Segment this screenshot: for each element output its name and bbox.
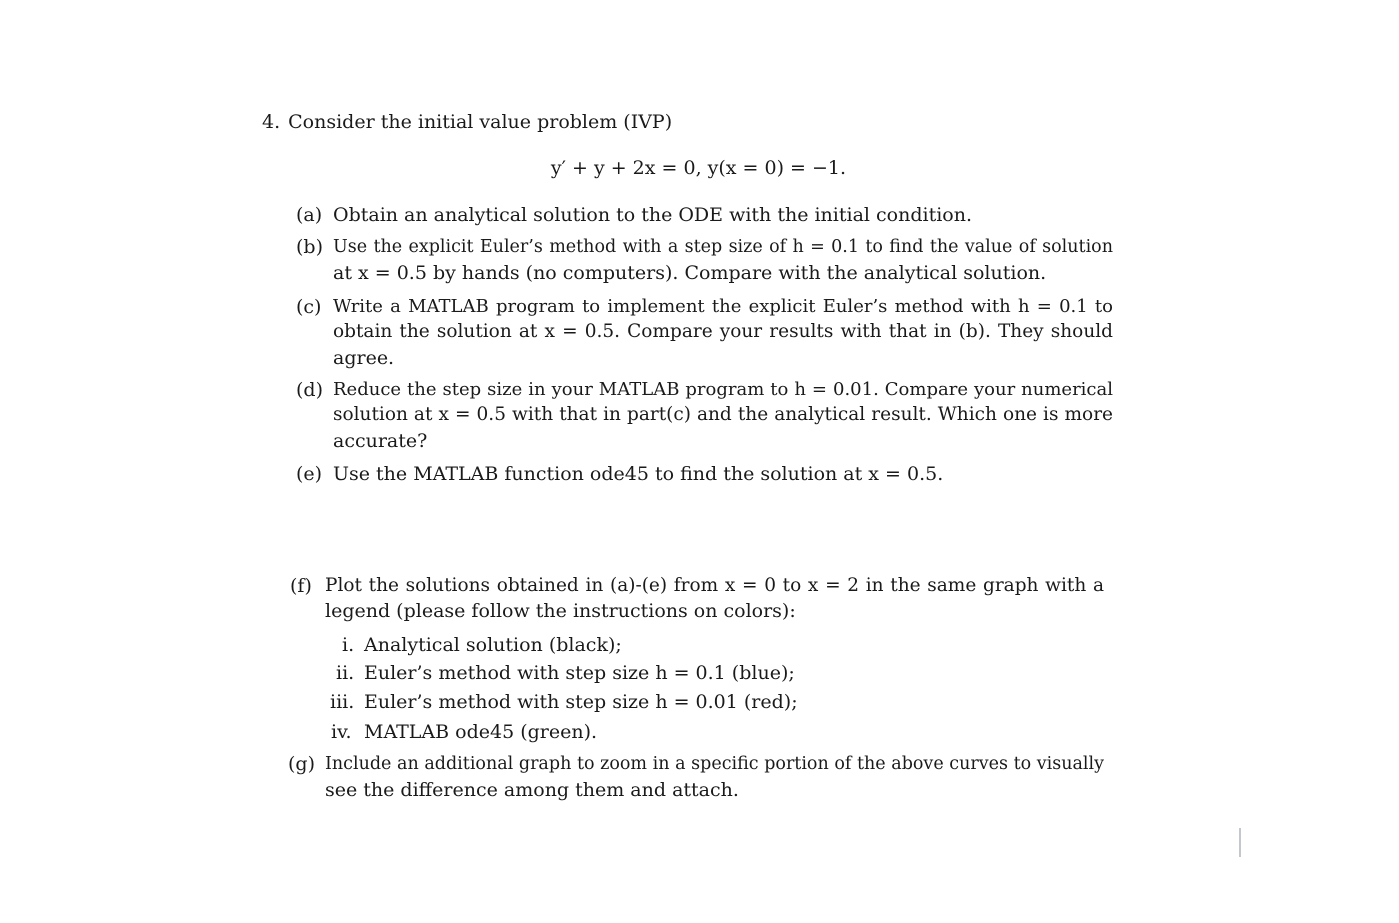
- part-d-line-1: Reduce the step size in your MATLAB program to h = 0.01. Compare your numerical: [333, 379, 1113, 400]
- part-b-line-1: Use the explicit Euler’s method with a step size of h = 0.1 to find the value of solution: [333, 237, 1113, 257]
- question-title: Consider the initial value problem (IVP): [288, 111, 673, 133]
- part-c-line-1: Write a MATLAB program to implement the explicit Euler’s method with h = 0.1 to: [333, 296, 1113, 317]
- subitem-i-text: Analytical solution (black);: [364, 634, 622, 656]
- subitem-iii-text: Euler’s method with step size h = 0.01 (red);: [364, 691, 798, 713]
- subitem-i-label: i.: [342, 634, 355, 656]
- subitem-iii-label: iii.: [330, 691, 355, 713]
- part-g-label: (g): [288, 753, 315, 775]
- part-g-line-1: Include an additional graph to zoom in a specific portion of the above curves to visually: [325, 754, 1104, 774]
- part-d-line-3: accurate?: [333, 430, 428, 452]
- part-b-label: (b): [296, 236, 323, 258]
- part-c-label: (c): [296, 296, 322, 318]
- subitem-ii-text: Euler’s method with step size h = 0.1 (blue);: [364, 662, 795, 684]
- part-c-line-2: obtain the solution at x = 0.5. Compare your results with that in (b). They should: [333, 321, 1113, 342]
- question-number: 4.: [262, 111, 281, 133]
- text-cursor: [1239, 828, 1241, 857]
- part-f-label: (f): [290, 575, 312, 597]
- part-a-label: (a): [296, 204, 323, 226]
- part-a-line-1: Obtain an analytical solution to the ODE with the initial condition.: [333, 204, 973, 226]
- part-b-line-2: at x = 0.5 by hands (no computers). Compare with the analytical solution.: [333, 262, 1047, 284]
- ivp-equation: [0, 156, 1399, 180]
- part-f-line-2: legend (please follow the instructions on colors):: [325, 600, 796, 622]
- equation-text: y′ + y + 2x = 0, y(x = 0) = −1.: [550, 157, 847, 179]
- part-e-label: (e): [296, 463, 323, 485]
- subitem-iv-text: MATLAB ode45 (green).: [364, 721, 598, 743]
- part-d-line-2: solution at x = 0.5 with that in part(c) and the analytical result. Which one is more: [333, 404, 1113, 425]
- part-c-line-3: agree.: [333, 347, 395, 369]
- part-e-line-1: Use the MATLAB function ode45 to find the solution at x = 0.5.: [333, 463, 944, 485]
- part-g-line-2: see the difference among them and attach.: [325, 779, 739, 801]
- question-header: [262, 110, 672, 134]
- part-f-line-1: Plot the solutions obtained in (a)-(e) from x = 0 to x = 2 in the same graph with a: [325, 575, 1104, 596]
- subitem-iv-label: iv.: [331, 721, 352, 743]
- subitem-ii-label: ii.: [336, 662, 355, 684]
- part-d-label: (d): [296, 379, 323, 401]
